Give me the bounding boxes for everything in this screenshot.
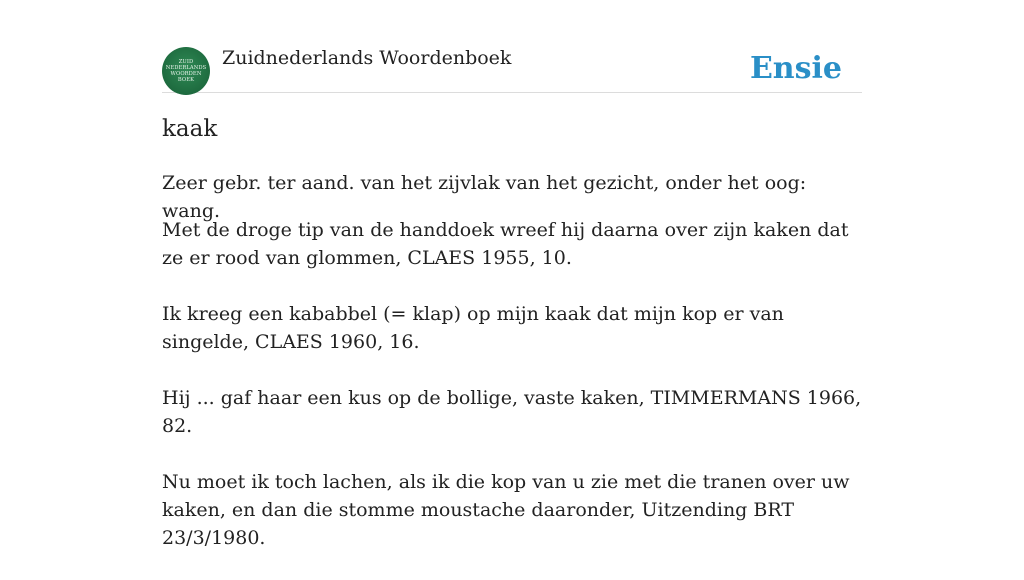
ensie-brand-link[interactable]: Ensie bbox=[749, 51, 842, 86]
page bbox=[162, 0, 862, 549]
header bbox=[162, 44, 862, 93]
examples-list bbox=[162, 216, 862, 580]
logo-line: NEDERLANDS bbox=[165, 65, 207, 71]
entry-definition: Zeer gebr. ter aand. van het zijvlak van het gezicht, onder het oog: wang. bbox=[162, 172, 807, 222]
logo-line: BOEK bbox=[177, 77, 195, 83]
dictionary-logo[interactable] bbox=[162, 47, 210, 95]
example-quote: Met de droge tip van de handdoek wreef hij daarna over zijn kaken dat ze er rood van glommen, CLAES 1955, 10. bbox=[162, 219, 849, 269]
source-title[interactable]: Zuidnederlands Woordenboek bbox=[222, 47, 512, 69]
example-quote: Nu moet ik toch lachen, als ik die kop van u zie met die tranen over uw kaken, en dan die stomme moustache daaronder, Uitzending BRT 23/3/1980. bbox=[162, 471, 850, 549]
logo-line: WOORDEN bbox=[170, 71, 202, 77]
example-quote: Hij ... gaf haar een kus op de bollige, vaste kaken, TIMMERMANS 1966, 82. bbox=[162, 387, 862, 437]
logo-line: ZUID bbox=[178, 59, 194, 65]
example-quote: Ik kreeg een kababbel (= klap) op mijn kaak dat mijn kop er van singelde, CLAES 1960, 16. bbox=[162, 303, 784, 353]
entry-term: kaak bbox=[162, 116, 218, 142]
